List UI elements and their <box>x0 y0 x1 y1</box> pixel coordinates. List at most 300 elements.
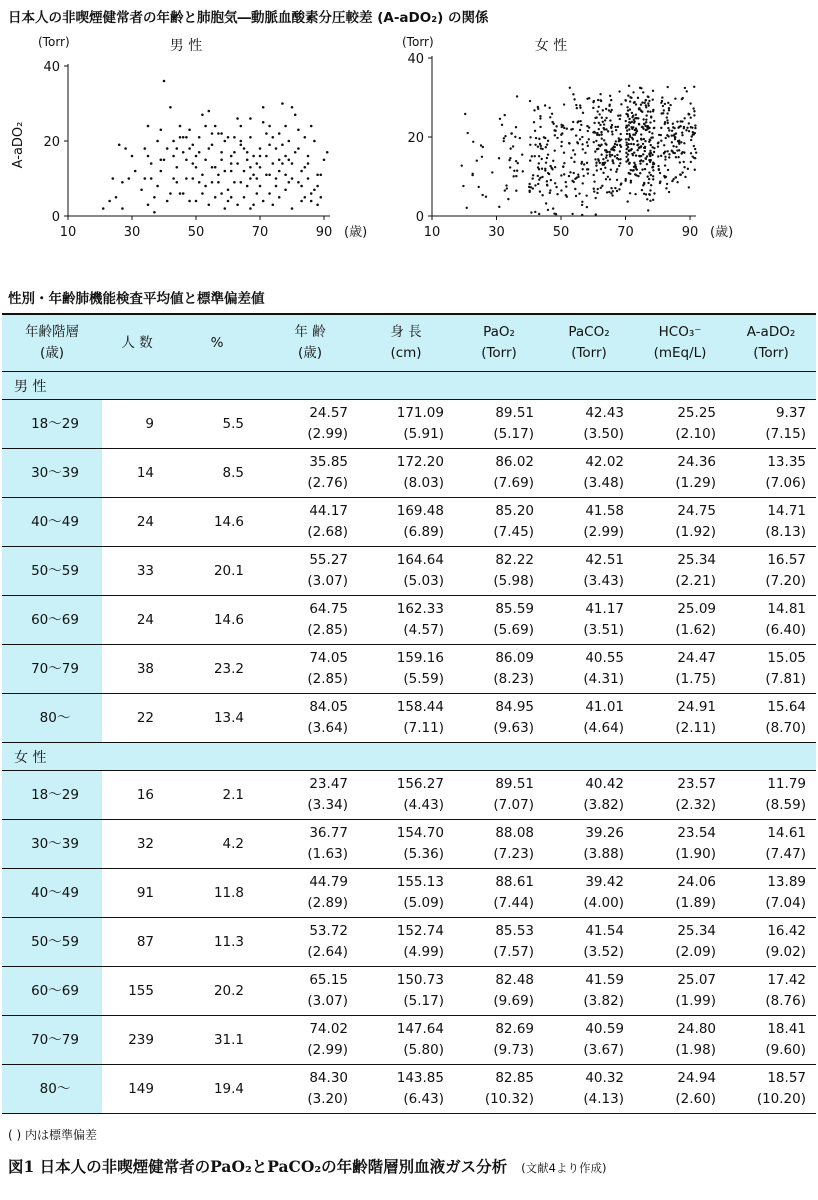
data-point <box>556 193 558 195</box>
data-point <box>534 211 536 213</box>
section-label: 女 性 <box>2 743 816 771</box>
data-point <box>265 132 268 135</box>
data-point <box>638 155 640 157</box>
mean-value: 53.72 <box>309 923 348 939</box>
data-point <box>616 168 618 170</box>
data-point <box>633 162 635 164</box>
data-point <box>291 162 294 165</box>
data-point <box>593 190 595 192</box>
data-point <box>549 189 551 191</box>
data-point <box>650 184 652 186</box>
data-point <box>297 128 300 131</box>
value-cell <box>358 694 454 743</box>
data-point <box>619 144 621 146</box>
data-point <box>581 214 583 216</box>
data-point <box>667 122 669 124</box>
data-point <box>630 97 632 99</box>
data-point <box>533 109 535 111</box>
percent-cell: 19.4 <box>172 1065 262 1114</box>
data-point <box>671 130 673 132</box>
data-point <box>665 137 667 139</box>
data-point <box>582 175 584 177</box>
data-point <box>588 126 590 128</box>
mean-value: 24.57 <box>309 405 348 421</box>
data-point <box>140 188 143 191</box>
value-cell <box>454 869 544 918</box>
data-point <box>600 187 602 189</box>
data-point <box>626 133 628 135</box>
data-point <box>652 98 654 100</box>
data-point <box>538 178 540 180</box>
value-cell <box>454 1065 544 1114</box>
count-cell: 22 <box>102 694 172 743</box>
count-cell: 24 <box>102 498 172 547</box>
data-point <box>666 183 668 185</box>
data-point <box>211 132 214 135</box>
data-point <box>627 146 629 148</box>
section-row <box>2 743 816 771</box>
data-point <box>695 151 697 153</box>
data-point <box>573 161 575 163</box>
data-point <box>617 115 619 117</box>
data-point <box>647 110 649 112</box>
data-point <box>619 114 621 116</box>
table-header-row <box>2 314 816 372</box>
data-point <box>618 90 620 92</box>
data-point <box>539 115 541 117</box>
value-cell <box>262 869 358 918</box>
data-point <box>512 175 514 177</box>
data-point <box>605 149 607 151</box>
data-point <box>147 155 150 158</box>
value-cell <box>358 771 454 820</box>
data-point <box>604 142 606 144</box>
data-point <box>131 155 134 158</box>
data-point <box>278 170 281 173</box>
data-point <box>538 213 540 215</box>
data-point <box>198 151 201 154</box>
data-point <box>680 174 682 176</box>
count-cell: 155 <box>102 967 172 1016</box>
data-point <box>185 158 188 161</box>
data-point <box>664 164 666 166</box>
data-point <box>683 161 685 163</box>
sd-value: (8.13) <box>765 524 806 540</box>
data-point <box>581 136 583 138</box>
value-cell <box>358 547 454 596</box>
data-point <box>243 147 246 150</box>
sd-value: (1.62) <box>675 622 716 638</box>
sd-value: (1.90) <box>675 846 716 862</box>
value-cell <box>726 694 816 743</box>
age-cell: 70～79 <box>2 645 102 694</box>
data-point <box>611 130 613 132</box>
data-point <box>601 137 603 139</box>
data-point <box>249 177 252 180</box>
data-point <box>618 165 620 167</box>
data-point <box>291 207 294 210</box>
data-point <box>461 164 463 166</box>
value-cell <box>726 1016 816 1065</box>
data-point <box>545 161 547 163</box>
data-point <box>672 145 674 147</box>
data-point <box>649 138 651 140</box>
header-cell <box>454 314 544 372</box>
sd-value: (4.31) <box>583 671 624 687</box>
data-point <box>466 207 468 209</box>
data-point <box>647 102 649 104</box>
data-point <box>160 170 163 173</box>
mean-value: 154.70 <box>396 825 444 841</box>
data-point <box>243 170 246 173</box>
value-cell <box>634 694 726 743</box>
data-point <box>262 200 265 203</box>
count-cell: 24 <box>102 596 172 645</box>
data-point <box>659 172 661 174</box>
data-point <box>608 109 610 111</box>
mean-value: 13.35 <box>767 454 806 470</box>
data-point <box>572 149 574 151</box>
value-cell <box>262 1016 358 1065</box>
mean-value: 65.15 <box>309 972 348 988</box>
data-point <box>548 107 550 109</box>
sd-value: (7.23) <box>493 846 534 862</box>
value-cell <box>544 771 634 820</box>
data-point <box>521 154 523 156</box>
data-point <box>217 132 220 135</box>
sd-value: (1.75) <box>675 671 716 687</box>
data-point <box>503 137 505 139</box>
mean-value: 41.54 <box>585 923 624 939</box>
mean-value: 42.51 <box>585 552 624 568</box>
mean-value: 18.57 <box>767 1070 806 1086</box>
sd-value: (6.40) <box>765 622 806 638</box>
mean-value: 155.13 <box>396 874 444 890</box>
table-row <box>2 1065 816 1114</box>
data-point <box>666 134 668 136</box>
x-tick-label: 70 <box>617 225 634 240</box>
figure-title: 日本人の非喫煙健常者の年齢と肺胞気―動脈血酸素分圧較差 (A-aDO₂) の関係 <box>8 10 489 26</box>
data-point <box>549 116 551 118</box>
mean-value: 84.30 <box>309 1070 348 1086</box>
data-point <box>546 180 548 182</box>
data-point <box>291 106 294 109</box>
data-point <box>626 200 628 202</box>
data-point <box>179 192 182 195</box>
data-point <box>505 184 507 186</box>
data-point <box>635 127 637 129</box>
table-row <box>2 400 816 449</box>
data-point <box>676 181 678 183</box>
data-point <box>220 132 223 135</box>
table-row <box>2 771 816 820</box>
data-point <box>563 127 565 129</box>
value-cell <box>726 400 816 449</box>
data-point <box>214 196 217 199</box>
data-point <box>169 192 172 195</box>
value-cell <box>358 967 454 1016</box>
sd-value: (6.43) <box>403 1091 444 1107</box>
value-cell <box>358 596 454 645</box>
data-point <box>115 196 118 199</box>
age-cell: 40～49 <box>2 869 102 918</box>
value-cell <box>262 400 358 449</box>
count-cell: 32 <box>102 820 172 869</box>
data-point <box>664 103 666 105</box>
data-point <box>582 168 584 170</box>
chart-title: 女 性 <box>534 38 568 54</box>
data-point <box>688 122 690 124</box>
data-point <box>515 126 517 128</box>
data-point <box>652 199 654 201</box>
data-point <box>675 156 677 158</box>
data-point <box>650 144 652 146</box>
y-tick-label: 40 <box>407 52 424 67</box>
sd-value: (5.17) <box>493 426 534 442</box>
data-point <box>635 103 637 105</box>
value-cell <box>544 547 634 596</box>
data-point <box>648 153 650 155</box>
sd-value: (8.23) <box>493 671 534 687</box>
data-point <box>663 144 665 146</box>
value-cell <box>726 820 816 869</box>
data-point <box>574 178 576 180</box>
data-point <box>628 143 630 145</box>
data-point <box>192 162 195 165</box>
data-point <box>579 104 581 106</box>
data-point <box>588 138 590 140</box>
data-point <box>693 145 695 147</box>
data-point <box>284 173 287 176</box>
data-point <box>150 162 153 165</box>
data-point <box>610 127 612 129</box>
data-point <box>272 162 275 165</box>
data-point <box>592 174 594 176</box>
data-point <box>688 113 690 115</box>
data-point <box>594 158 596 160</box>
data-point <box>592 131 594 133</box>
data-point <box>534 130 536 132</box>
data-point <box>600 133 602 135</box>
data-point <box>579 120 581 122</box>
value-cell <box>358 869 454 918</box>
data-point <box>667 127 669 129</box>
data-point <box>640 138 642 140</box>
data-point <box>288 158 291 161</box>
value-cell <box>358 918 454 967</box>
mean-value: 35.85 <box>309 454 348 470</box>
data-point <box>304 136 307 139</box>
value-cell <box>634 449 726 498</box>
data-point <box>179 125 182 128</box>
data-point <box>537 183 539 185</box>
value-cell <box>544 1065 634 1114</box>
data-point <box>316 203 319 206</box>
caption-note: (文献4より作成) <box>521 1161 607 1175</box>
data-point <box>163 158 166 161</box>
data-point <box>652 178 654 180</box>
table-row <box>2 596 816 645</box>
data-point <box>546 157 548 159</box>
sd-value: (8.76) <box>765 993 806 1009</box>
data-point <box>534 144 536 146</box>
count-cell: 33 <box>102 547 172 596</box>
mean-value: 16.42 <box>767 923 806 939</box>
data-point <box>573 98 575 100</box>
data-point <box>578 192 580 194</box>
table-row <box>2 449 816 498</box>
data-point <box>641 189 643 191</box>
value-cell <box>358 498 454 547</box>
data-point <box>307 155 310 158</box>
x-tick-label: 10 <box>59 225 77 240</box>
data-point <box>531 177 533 179</box>
data-point <box>538 155 540 157</box>
data-point <box>128 177 131 180</box>
data-point <box>593 122 595 124</box>
data-point <box>316 173 319 176</box>
data-point <box>233 181 236 184</box>
data-point <box>610 148 612 150</box>
value-cell <box>262 547 358 596</box>
value-cell <box>634 498 726 547</box>
sd-value: (5.17) <box>403 993 444 1009</box>
data-point <box>582 182 584 184</box>
data-point <box>551 113 553 115</box>
data-point <box>644 140 646 142</box>
data-point <box>504 114 506 116</box>
data-point <box>690 139 692 141</box>
data-point <box>624 99 626 101</box>
data-point <box>606 191 608 193</box>
data-point <box>688 130 690 132</box>
count-cell: 14 <box>102 449 172 498</box>
data-point <box>545 202 547 204</box>
data-point <box>121 181 124 184</box>
data-point <box>551 168 553 170</box>
data-point <box>534 155 536 157</box>
data-point <box>554 149 556 151</box>
data-point <box>608 105 610 107</box>
data-point <box>566 196 568 198</box>
percent-cell: 23.2 <box>172 645 262 694</box>
data-point <box>531 155 533 157</box>
data-point <box>544 137 546 139</box>
data-point <box>300 170 303 173</box>
data-point <box>534 184 536 186</box>
header-unit: (歳) <box>39 345 65 361</box>
data-point <box>602 127 604 129</box>
sd-value: (4.43) <box>403 797 444 813</box>
mean-value: 44.79 <box>309 874 348 890</box>
mean-value: 44.17 <box>309 503 348 519</box>
sd-value: (4.57) <box>403 622 444 638</box>
data-point <box>664 158 666 160</box>
data-point <box>636 149 638 151</box>
data-point <box>630 143 632 145</box>
value-cell <box>262 918 358 967</box>
data-point <box>686 90 688 92</box>
data-point <box>645 121 647 123</box>
data-point <box>246 158 249 161</box>
data-point <box>660 127 662 129</box>
header-label: 身 長 <box>390 324 422 340</box>
data-point <box>694 127 696 129</box>
sd-value: (4.00) <box>583 895 624 911</box>
data-point <box>599 162 601 164</box>
data-point <box>539 190 541 192</box>
data-point <box>628 121 630 123</box>
data-point <box>320 173 323 176</box>
data-point <box>598 122 600 124</box>
data-point <box>580 124 582 126</box>
sd-value: (1.63) <box>307 846 348 862</box>
sd-value: (1.92) <box>675 524 716 540</box>
data-point <box>650 116 652 118</box>
data-point <box>633 101 635 103</box>
data-point <box>552 207 554 209</box>
sd-value: (2.99) <box>583 524 624 540</box>
sd-value: (5.80) <box>403 1042 444 1058</box>
data-point <box>252 155 255 158</box>
count-cell: 91 <box>102 869 172 918</box>
data-point <box>499 118 501 120</box>
data-point <box>544 104 546 106</box>
data-point <box>639 160 641 162</box>
data-point <box>255 162 258 165</box>
data-point <box>646 125 648 127</box>
data-point <box>649 110 651 112</box>
data-point <box>275 147 278 150</box>
data-point <box>690 152 692 154</box>
data-point <box>678 141 680 143</box>
data-point <box>467 132 469 134</box>
data-point <box>262 121 265 124</box>
header-label: A-aDO₂ <box>746 324 796 340</box>
sd-value: (5.98) <box>493 573 534 589</box>
data-point <box>674 136 676 138</box>
data-point <box>156 185 159 188</box>
data-point <box>185 177 188 180</box>
data-point <box>230 196 233 199</box>
data-point <box>144 177 147 180</box>
sd-value: (3.48) <box>583 475 624 491</box>
data-point <box>192 143 195 146</box>
y-axis-label: A-aDO₂ <box>11 121 26 169</box>
data-point <box>220 192 223 195</box>
data-point <box>615 171 617 173</box>
mean-value: 13.89 <box>767 874 806 890</box>
data-point <box>628 172 630 174</box>
sd-value: (2.68) <box>307 524 348 540</box>
data-point <box>648 193 650 195</box>
data-point <box>612 162 614 164</box>
value-cell <box>544 1016 634 1065</box>
data-point <box>188 128 191 131</box>
sd-value: (10.32) <box>484 1091 534 1107</box>
data-point <box>509 157 511 159</box>
data-point <box>462 185 464 187</box>
value-cell <box>358 449 454 498</box>
data-point <box>653 127 655 129</box>
value-cell <box>634 645 726 694</box>
data-point <box>652 136 654 138</box>
data-point <box>620 183 622 185</box>
data-point <box>644 168 646 170</box>
data-point <box>683 142 685 144</box>
data-point <box>651 154 653 156</box>
data-point <box>233 136 236 139</box>
